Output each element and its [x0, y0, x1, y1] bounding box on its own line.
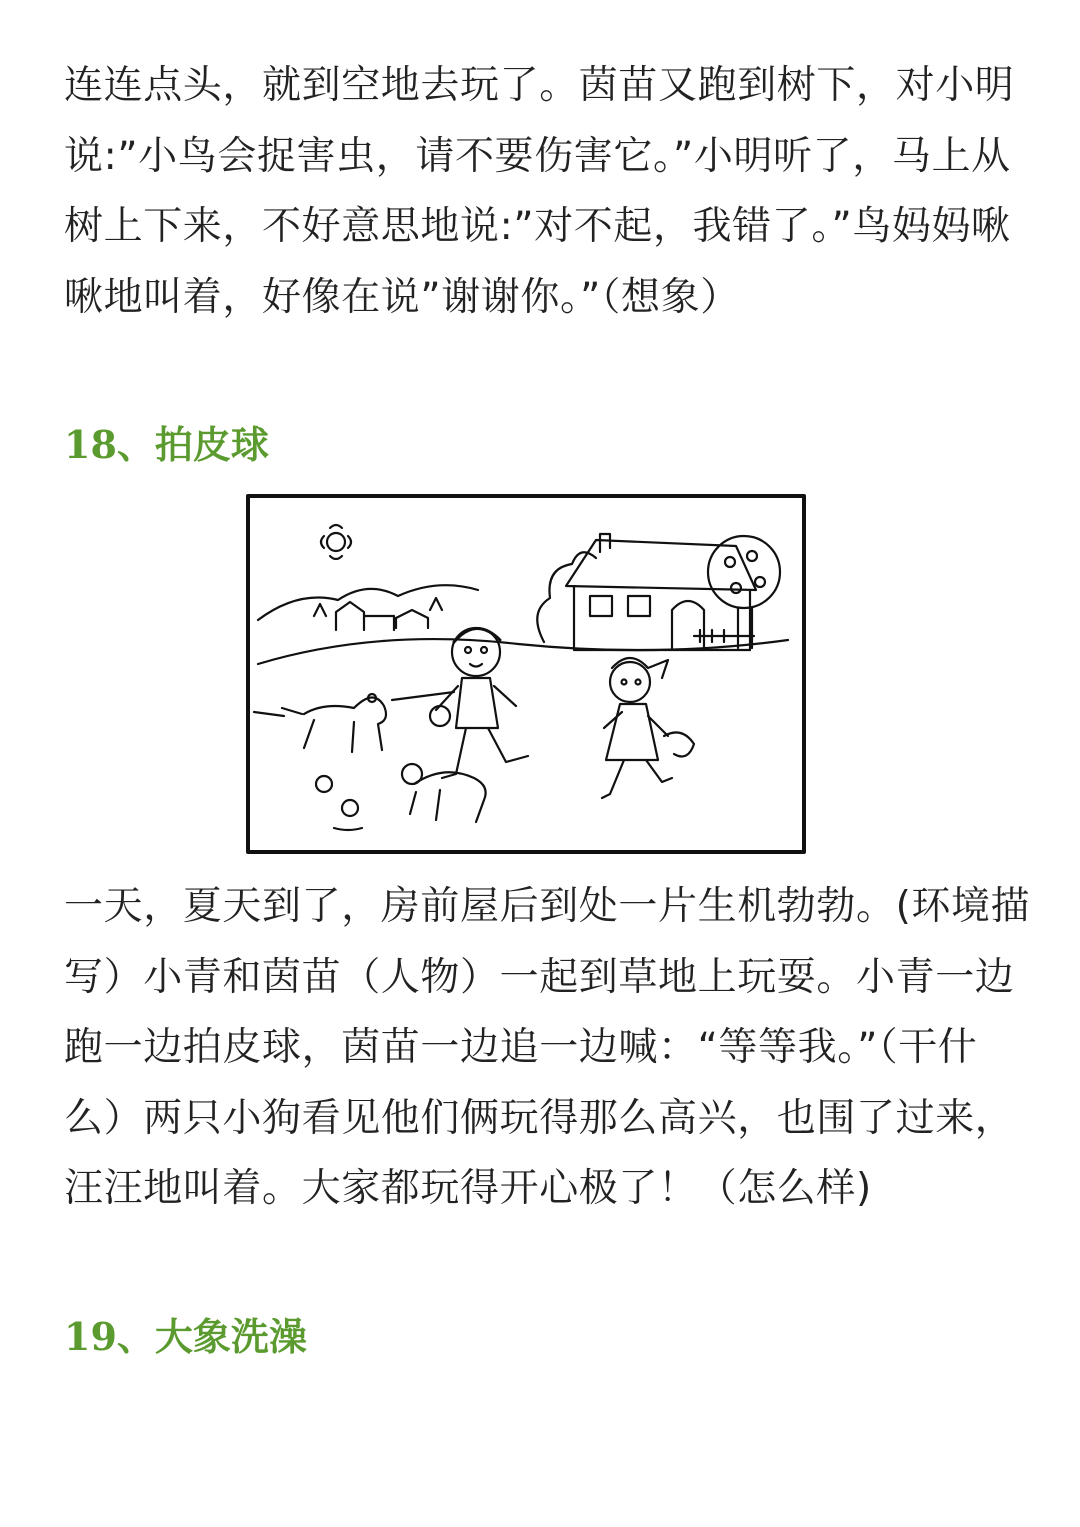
text-line: 树上下来，不好意思地说:”对不起，我错了。”鸟妈妈啾 — [64, 204, 1011, 249]
girl-dress — [606, 704, 658, 760]
story-paragraph — [64, 51, 1024, 333]
section-heading-19: 19、大象洗澡 — [64, 1314, 307, 1359]
text-line: 啾地叫着，好像在说”谢谢你。”（想象） — [64, 274, 740, 320]
tree-icon — [708, 536, 780, 608]
story-paragraph — [64, 872, 1031, 1225]
section-heading-18: 18、拍皮球 — [64, 422, 269, 467]
text-line: 汪汪地叫着。大家都玩得开心极了！（怎么样) — [64, 1166, 872, 1211]
girl-head — [610, 662, 650, 702]
ground-line — [258, 639, 788, 664]
text-line: 跑一边拍皮球，茵苗一边追一边喊：“等等我。”（干什 — [64, 1025, 978, 1070]
flower-icon — [316, 776, 332, 792]
sun-icon — [327, 533, 345, 551]
illustration-drawing — [244, 492, 808, 856]
hills — [258, 585, 478, 620]
text-line: 写）小青和茵苗（人物）一起到草地上玩耍。小青一边 — [64, 954, 1015, 1000]
ball-icon — [430, 706, 450, 726]
text-line: 连连点头，就到空地去玩了。茵苗又跑到树下，对小明 — [64, 63, 1015, 108]
text-line: 说:”小鸟会捉害虫，请不要伤害它。”小明听了，马上从 — [64, 133, 1011, 179]
dog-icon — [254, 697, 386, 752]
text-line: 么）两只小狗看见他们俩玩得那么高兴，也围了过来， — [64, 1095, 1015, 1141]
illustration-ball-play — [244, 492, 808, 856]
boy-body — [456, 678, 498, 728]
text-line: 一天，夏天到了，房前屋后到处一片生机勃勃。(环境描 — [64, 884, 1031, 929]
